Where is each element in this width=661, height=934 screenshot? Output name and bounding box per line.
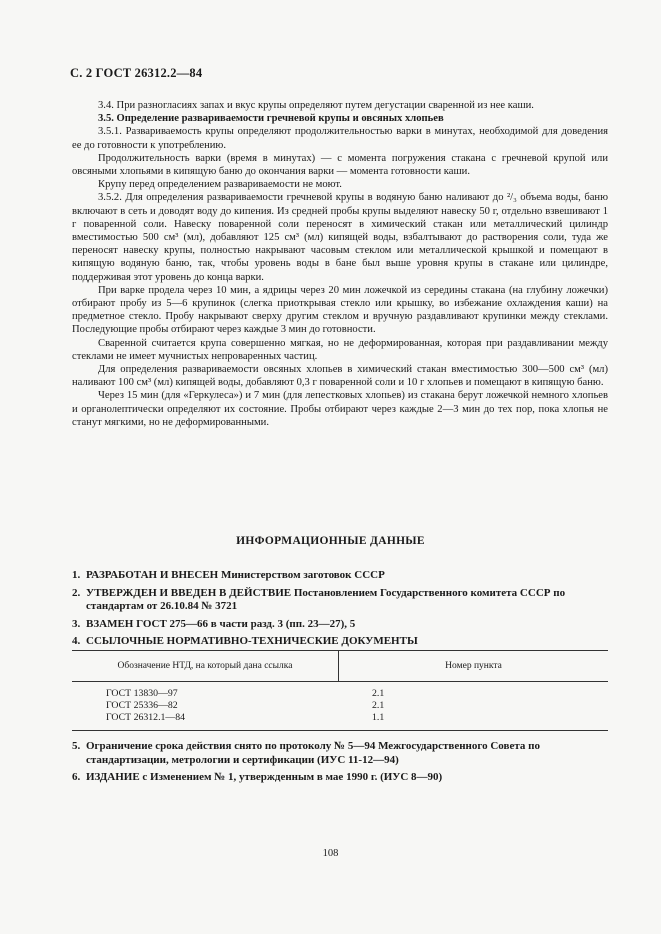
info-item-text: Ограничение срока действия снято по протоколу № 5—94 Межгосударственного Совета по стандартизации, метрологии и сертификации (ИУС 11-12—94)	[86, 740, 540, 766]
info-item	[72, 569, 612, 583]
paragraph: Крупу перед определением развариваемости не моют.	[98, 179, 342, 191]
info-item-number: 4.	[72, 635, 81, 647]
paragraph: Сваренной считается крупа совершенно мягкая, но не деформированная, которая при раздавливании между стеклами не имеет мучнистых непроваренных частиц.	[72, 337, 608, 362]
info-item-text: ССЫЛОЧНЫЕ НОРМАТИВНО-ТЕХНИЧЕСКИЕ ДОКУМЕНТЫ	[86, 635, 418, 647]
info-item-number: 5.	[72, 740, 81, 752]
table-cell-document: ГОСТ 26312.1—84	[106, 712, 186, 723]
paragraph: Продолжительность варки (время в минутах) — с момента погружения стакана с гречневой крупой или овсяными хлопьями в кипящую баню до окончания варки — момента готовности каши.	[72, 152, 608, 178]
paragraph: Через 15 мин (для «Геркулеса») и 7 мин (для лепестковых хлопьев) из стакана берут ложечкой немного хлопьев и органолептически определяют их состояние. Пробы отбирают через каждые 2—3 мин до тех пор, пока хлопья не станут мягкими, но не деформированными.	[72, 390, 608, 428]
paragraph: 3.5.1. Развариваемость крупы определяют продолжительностью варки в минутах, необходимой для доведения ее до готовности к употреблению.	[72, 126, 608, 151]
info-item-text: РАЗРАБОТАН И ВНЕСЕН Министерством заготовок СССР	[86, 569, 385, 581]
table-header-item: Номер пункта	[445, 661, 502, 671]
paragraph: При варке продела через 10 мин, а ядрицы через 20 мин ложечкой из середины стакана (на глубину ложечки) отбирают пробу из 5—6 крупинок (слегка приоткрывая стекло или крышку, во избежание охлаждения каши) на предметное стекло. Пробу накрывают сверху другим стеклом и вручную раздавливают крупинки между стеклами. Последующие пробы отбирают через каждые 3 мин до готовности.	[72, 284, 608, 336]
info-list	[72, 569, 612, 653]
page-header: С. 2 ГОСТ 26312.2—84	[70, 66, 203, 80]
paragraph: 3.5.2. Для определения развариваемости гречневой крупы в водяную баню наливают до ²/₃ объема воды, баню включают в сеть и доводят воду до кипения. Из средней пробы крупы выделяют навеску 50 г, отдельно взвешивают 1 г поваренной соли. Навеску поваренной соли переносят в химический стакан или металлический цилиндр вместимостью 500 см³ (мл), добавляют 125 см³ (мл) кипящей воды, взбалтывают до растворения соли, туда же переносят навеску крупы, полностью накрывают часовым стеклом или металлической крышкой и помещают в кипящую водяную баню, так, чтобы уровень воды в бане был выше уровня крупы в стакане или цилиндре, поддерживая этот уровень до конца варки.	[72, 192, 608, 283]
table-header	[72, 651, 608, 682]
paragraph: 3.4. При разногласиях запах и вкус крупы определяют путем дегустации сваренной из нее каши.	[98, 100, 534, 111]
info-item-text: ВЗАМЕН ГОСТ 275—66 в части разд. 3 (пп. 23—27), 5	[86, 617, 356, 630]
table-row	[72, 700, 608, 712]
section-heading: 3.5. Определение развариваемости гречневой крупы и овсяных хлопьев	[98, 113, 444, 125]
info-item-number: 1.	[72, 569, 81, 581]
info-list-continued	[72, 740, 612, 789]
table-cell-item: 2.1	[372, 688, 385, 699]
table-body	[72, 682, 608, 730]
table-row	[72, 688, 608, 700]
info-item-number: 6.	[72, 771, 81, 783]
info-item	[72, 587, 612, 614]
paragraph: Для определения развариваемости овсяных хлопьев в химический стакан вместимостью 300—500 см³ (мл) наливают 100 см³ (мл) кипящей воды, добавляют 0,3 г поваренной соли и 10 г хлопьев и помещают в кипящую баню.	[72, 364, 608, 389]
table-row	[72, 712, 608, 724]
table-cell-item: 1.1	[372, 712, 385, 723]
table-cell-item: 2.1	[372, 700, 385, 711]
references-table	[72, 650, 608, 731]
page-number: 108	[322, 848, 339, 859]
info-title: ИНФОРМАЦИОННЫЕ ДАННЫЕ	[236, 535, 425, 547]
info-item	[72, 771, 612, 785]
body-text	[72, 99, 608, 429]
info-item	[72, 618, 612, 632]
table-cell-document: ГОСТ 13830—97	[106, 688, 178, 699]
info-item-number: 3.	[72, 617, 81, 630]
info-item-number: 2.	[72, 586, 81, 599]
table-header-document: Обозначение НТД, на который дана ссылка	[72, 651, 339, 681]
info-item	[72, 635, 612, 649]
table-cell-document: ГОСТ 25336—82	[106, 700, 178, 711]
info-item-text: ИЗДАНИЕ с Изменением № 1, утвержденным в мае 1990 г. (ИУС 8—90)	[86, 771, 443, 783]
info-item-text: УТВЕРЖДЕН И ВВЕДЕН В ДЕЙСТВИЕ Постановлением Государственного комитета СССР по стандартам от 26.10.84 № 3721	[86, 586, 566, 612]
info-item	[72, 740, 612, 767]
